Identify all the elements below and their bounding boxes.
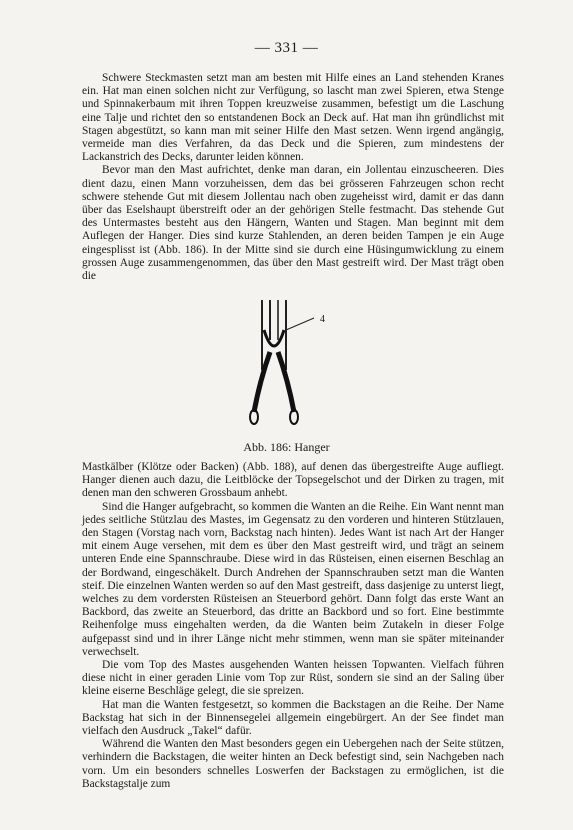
paragraph: Während die Wanten den Mast besonders gegen ein Uebergehen nach der Seite stützen, verhindern die Backstagen, die weiter hinten an Deck befestigt sind, sein Nachgeben nach vorn. Um ein besonders schnelles Loswerfen der Backstagen zu ermöglichen, ist die Backstagstalje zum — [82, 738, 504, 790]
paragraph: Sind die Hanger aufgebracht, so kommen die Wanten an die Reihe. Ein Want nennt man jedes seitliche Stützlau des Mastes, im Gegensatz zu den vorderen und hinteren Stützlauen, den Stagen (Vorstag nach vorn, Backstag nach hinten). Jedes Want ist nach Art der Hanger mit einem Auge versehen, mit dem es über den Mast gestreift wird, und trägt an seinem unteren Ende eine Spannschraube. Diese wird in das Rüsteisen, einen eisernen Beschlag an der Bordwand, eingeschäkelt. Durch Andrehen der Spannschrauben setzt man die Wanten steif. Die einzelnen Wanten werden so auf den Mast gestreift, dass dasjenige zu unterst liegt, welches zu dem vordersten Rüsteisen an Steuerbord gehört. Dann folgt das erste Want an Backbord, das zweite an Steuerbord, das dritte an Backbord und so fort. Eine bestimmte Reihenfolge muss eingehalten werden, da die Wanten beim Zutakeln in dieser Folge aufgepasst sind und in ihrer Länge nicht mehr stimmen, wenn man sie später miteinander verwechselt. — [82, 500, 504, 658]
figure-caption: Abb. 186: Hanger — [243, 440, 330, 454]
paragraph: Hat man die Wanten festgesetzt, so kommen die Backstagen an die Reihe. Der Name Backstag hat sich in der Binnensegelei allgemein eingebürgert. An der See findet man vielfach den Ausdruck „Takel“ dafür. — [82, 698, 504, 738]
hanger-illustration — [240, 300, 350, 430]
figure-label-number: 4 — [320, 314, 325, 325]
paragraph: Die vom Top des Mastes ausgehenden Wanten heissen Topwanten. Vielfach führen diese nicht in einer geraden Linie vom Top zur Rüst, sondern sie sind an der Saling über kleine eiserne Beschläge gelegt, die sie spreizen. — [82, 659, 504, 698]
hanger-drawing — [240, 300, 350, 430]
page-number: — 331 — — [254, 40, 319, 56]
paragraph: Bevor man den Mast aufrichtet, denke man daran, ein Jollentau einzuscheeren. Dies dient dazu, einen Mann vorzuheissen, dem das bei grösseren Fahrzeugen schon recht schwere stehende Gut mit diesem Jollentau nach oben zugeheisst wird, damit er das dann über das Eselshaupt überstreift oder an der gehörigen Stelle festmacht. Das stehende Gut des Untermastes besteht aus den Hängern, Wanten und Stagen. Man beginnt mit dem Auflegen der Hanger. Dies sind kurze Stahlenden, an deren beiden Tampen je ein Auge eingesplisst ist (Abb. 186). In der Mitte sind sie durch eine Hüsingumwicklung zu einem grossen Auge zusammengenommen, das über den Mast gestreift wird. Der Mast trägt oben die — [82, 164, 504, 283]
text-block-top — [82, 72, 504, 283]
text-block-bottom — [82, 461, 504, 791]
paragraph: Mastkälber (Klötze oder Backen) (Abb. 188), auf denen das übergestreifte Auge aufliegt. Hanger dienen auch dazu, die Leitblöcke der Topsegelschot und der Dirken zu tragen, mit denen man den schweren Grossbaum anhebt. — [82, 461, 504, 500]
paragraph: Schwere Steckmasten setzt man am besten mit Hilfe eines an Land stehenden Kranes ein. Hat man einen solchen nicht zur Verfügung, so lascht man zwei Spieren, etwa Stenge und Spinnakerbaum mit ihren Toppen kreuzweise zusammen, befestigt um die Laschung eine Talje und richtet den so entstandenen Bock an Deck auf. Hat man ihn gründlichst mit Stagen abgestützt, so kann man mit seiner Hilfe den Mast setzen. Wenn irgend angängig, vermeide man dies Verfahren, da das Deck und die Spieren, zum mindestens der Lackanstrich des Decks, darunter leiden können. — [82, 72, 504, 164]
